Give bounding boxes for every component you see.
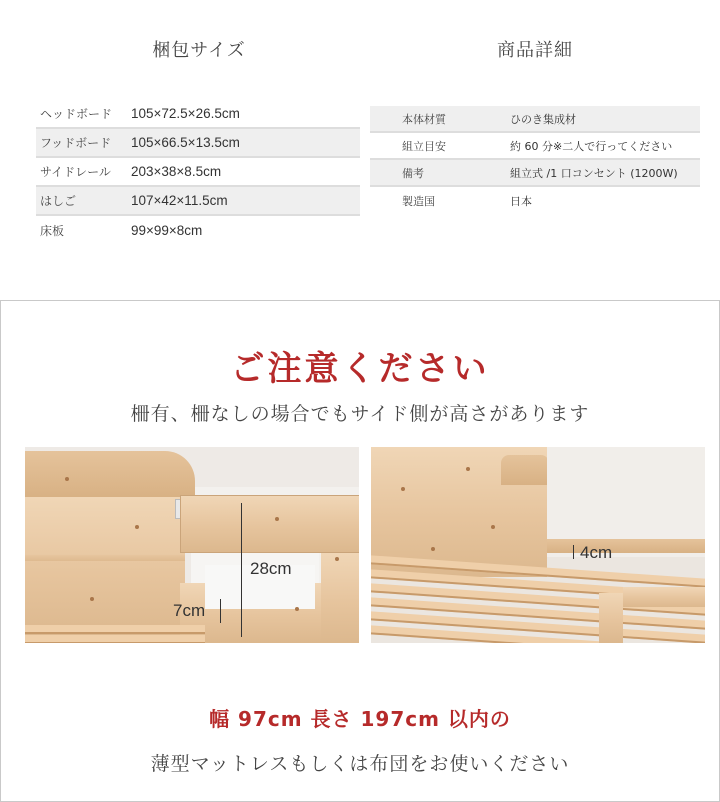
table-row bbox=[36, 158, 360, 187]
row-label: 床板 bbox=[40, 224, 65, 238]
row-value: 105×66.5×13.5cm bbox=[131, 135, 240, 150]
row-label: 製造国 bbox=[402, 194, 435, 208]
row-value: ひのき集成材 bbox=[510, 112, 576, 126]
table-row bbox=[370, 160, 700, 187]
row-value: 約 60 分※二人で行ってください bbox=[510, 139, 673, 153]
table-row bbox=[36, 129, 360, 158]
row-value: 203×38×8.5cm bbox=[131, 164, 222, 179]
bed-guard-photo bbox=[25, 447, 359, 643]
table-row bbox=[36, 187, 360, 216]
row-value: 99×99×8cm bbox=[131, 223, 203, 238]
details-table bbox=[370, 106, 700, 214]
measure-7cm: 7cm bbox=[173, 601, 206, 620]
details-title: 商品詳細 bbox=[497, 40, 573, 61]
packaging-title: 梱包サイズ bbox=[152, 40, 246, 61]
table-row bbox=[36, 100, 360, 129]
notice-title: ご注意ください bbox=[230, 349, 490, 389]
row-value: 日本 bbox=[510, 194, 532, 208]
measure-4cm: 4cm bbox=[580, 543, 613, 562]
row-label: はしご bbox=[40, 194, 77, 208]
row-value: 107×42×11.5cm bbox=[131, 193, 228, 208]
row-value: 105×72.5×26.5cm bbox=[131, 106, 240, 121]
row-label: ヘッドボード bbox=[40, 107, 113, 121]
row-value: 組立式 /1 口コンセント (1200W) bbox=[510, 166, 678, 180]
mattress-note: 薄型マットレスもしくは布団をお使いください bbox=[150, 753, 570, 775]
spec-section bbox=[0, 0, 720, 300]
table-row bbox=[370, 133, 700, 160]
size-limit-note: 幅 97cm 長さ 197cm 以内の bbox=[209, 707, 511, 731]
row-label: 備考 bbox=[402, 166, 424, 180]
table-row bbox=[36, 216, 360, 245]
measure-28cm: 28cm bbox=[250, 559, 292, 578]
bed-side-photo bbox=[371, 447, 705, 643]
row-label: 本体材質 bbox=[402, 112, 446, 126]
packaging-table bbox=[36, 100, 360, 245]
row-label: 組立目安 bbox=[402, 139, 446, 153]
notice-panel bbox=[0, 300, 720, 802]
row-label: フッドボード bbox=[40, 136, 112, 150]
row-label: サイドレール bbox=[40, 165, 111, 179]
notice-subtitle: 柵有、柵なしの場合でもサイド側が高さがあります bbox=[130, 403, 590, 425]
table-row bbox=[370, 106, 700, 133]
table-row bbox=[370, 187, 700, 214]
